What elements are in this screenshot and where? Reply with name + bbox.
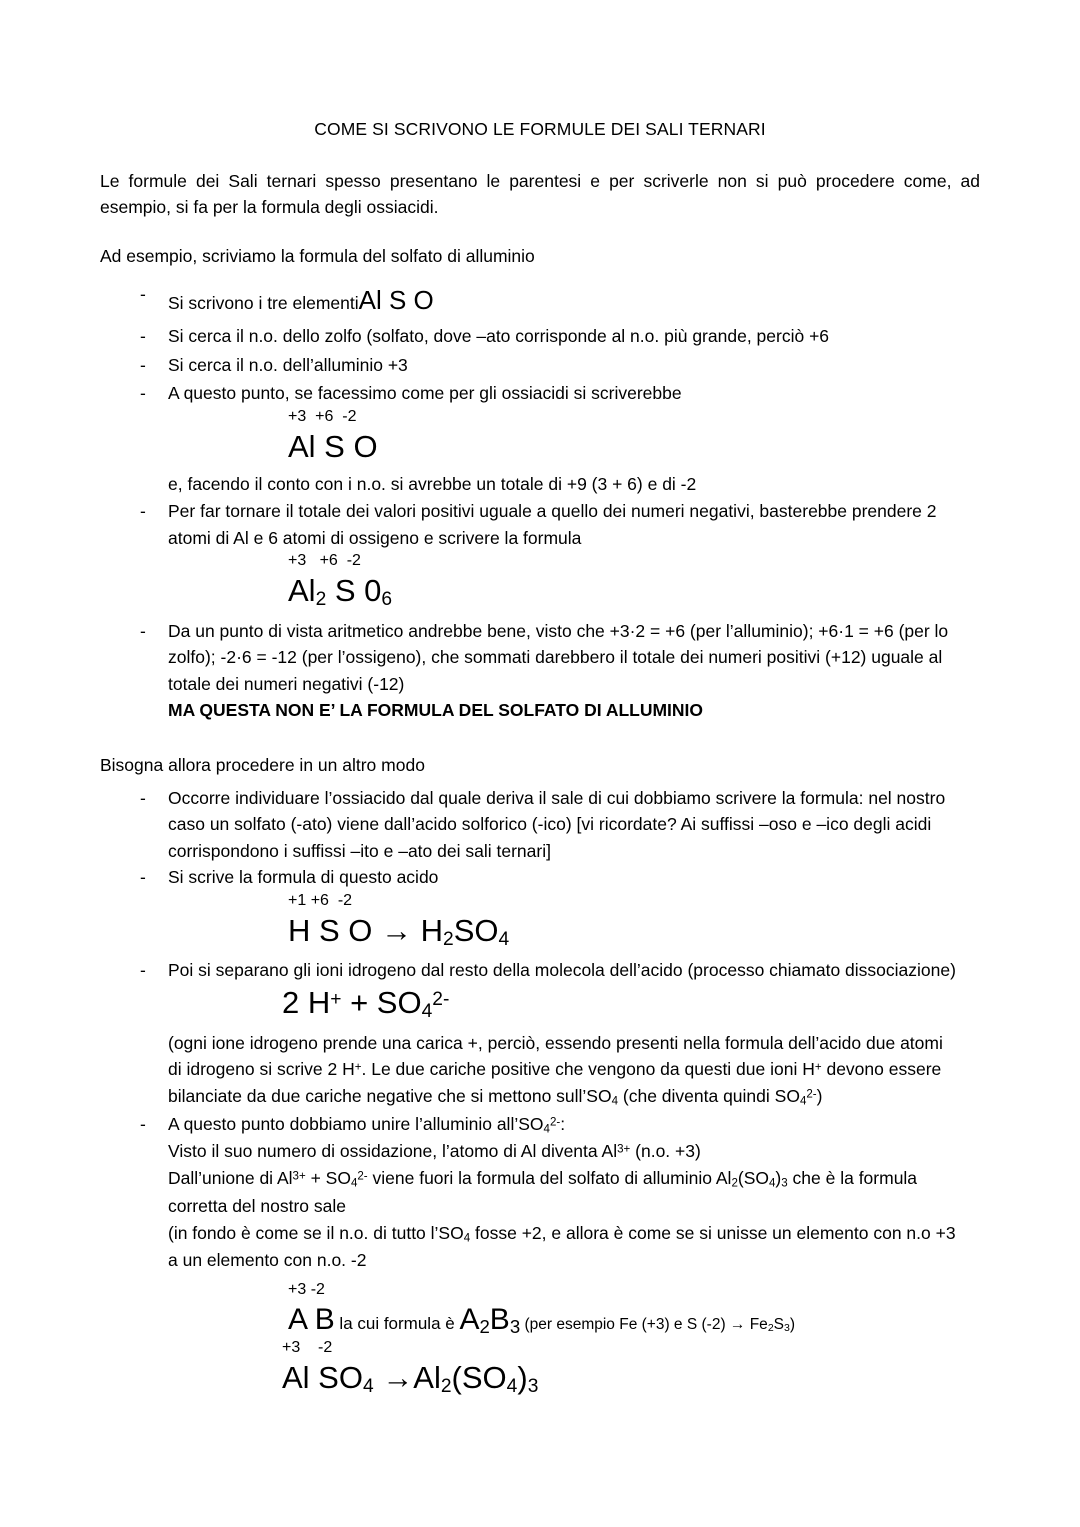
list-item-label: A questo punto, se facessimo come per gli ossiacidi si scriverebbe <box>168 383 682 404</box>
formula-subscript: 4 <box>463 1231 471 1244</box>
formula-subscript: 3 <box>527 1376 539 1398</box>
explanation-line-2 <box>168 1059 941 1079</box>
detail-line-4 <box>168 1223 956 1243</box>
after-formula-1-text: e, facendo il conto con i n.o. si avrebbe un totale di +9 (3 + 6) e di -2 <box>168 474 697 495</box>
formula-subscript: 2 <box>315 589 327 611</box>
bullet-dash: - <box>140 354 146 375</box>
formula-also4-to-al2so43 <box>282 1359 980 1399</box>
charge-superscript: 2- <box>357 1170 368 1183</box>
text-segment: ) <box>789 1315 796 1333</box>
text-segment: viene fuori la formula del solfato di alluminio Al <box>367 1168 732 1189</box>
text-segment: (SO <box>737 1168 769 1189</box>
bullet-list-dissociazione <box>100 957 980 984</box>
formula-segment: A <box>459 1302 480 1336</box>
formula-segment: Al <box>413 1360 441 1396</box>
so4-ion <box>800 1086 817 1106</box>
formula-segment: Al SO <box>282 1360 363 1396</box>
formula-subscript: 3 <box>781 1177 788 1190</box>
list-item-label: Per far tornare il totale dei valori positivi uguale a quello dei numeri negativi, basterebbe prendere 2 atomi di Al e 6 atomi di ossigeno e scrivere la formula <box>168 500 937 548</box>
bullet-dash: - <box>140 620 146 641</box>
formula-subscript: 4 <box>362 1376 374 1398</box>
list-item <box>100 352 980 379</box>
bullet-list-arithmetic <box>100 618 980 698</box>
charge-superscript: 2- <box>549 1116 561 1129</box>
list-item-label: Da un punto di vista aritmetico andrebbe bene, visto che +3·2 = +6 (per l’alluminio); +6·1 = +6 (per lo zolfo); -2·6 = -12 (per l’ossigeno), che sommati darebbero il totale dei numeri positivi (+12) uguale al totale dei numeri negativi (-12) <box>168 620 949 694</box>
formula-subscript: 2 <box>479 1315 490 1337</box>
formula-segment: S 0 <box>326 572 382 608</box>
charge-superscript: 2- <box>806 1088 817 1101</box>
formula-subscript: 4 <box>350 1177 358 1190</box>
section2-lead-paragraph: Bisogna allora procedere in un altro modo <box>100 754 425 775</box>
bullet-dash: - <box>140 500 146 521</box>
text-segment: Visto il suo numero di ossidazione, l’atomo di Al diventa Al <box>168 1141 618 1162</box>
bullet-dash: - <box>140 787 146 808</box>
text-segment: che è la formula <box>787 1168 918 1189</box>
spacer <box>100 227 980 243</box>
text-segment: ) <box>816 1085 823 1106</box>
formula-subscript: 4 <box>498 928 510 950</box>
formula-segment: (SO <box>451 1360 507 1396</box>
list-item <box>100 281 980 321</box>
formula-block-2 <box>100 551 980 611</box>
list-item <box>100 864 980 891</box>
formula-segment: SO <box>453 912 499 948</box>
formula-segment: B <box>489 1302 510 1336</box>
example-text <box>520 1316 795 1333</box>
text-segment: di idrogeno si scrive 2 H <box>168 1059 355 1080</box>
bullet-dash: - <box>140 284 146 305</box>
list-item <box>100 957 980 984</box>
charge-superscript: + <box>814 1061 822 1074</box>
detail-line-3: corretta del nostro sale <box>168 1195 347 1216</box>
list-item <box>100 323 980 350</box>
list-item-label: Occorre individuare l’ossiacido dal quale deriva il sale di cui dobbiamo scrivere la formula: nel nostro caso un solfato (-ato) viene dall’acido solforico (-ico) [vi ricordate? Ai suffissi –oso e –ico degli acidi corrispondono i suffissi –ito e –ato dei sali ternari] <box>168 787 946 861</box>
formula-subscript: 6 <box>381 589 393 611</box>
formula-subscript: 3 <box>784 1321 790 1334</box>
oxidation-numbers-row: +3 +6 -2 <box>288 552 361 570</box>
list-item-label <box>168 1114 565 1134</box>
text-segment: A questo punto dobbiamo unire l’alluminio all’SO <box>168 1113 544 1134</box>
formula-hso-to-h2so4 <box>288 912 980 952</box>
so4-ion <box>351 1168 368 1188</box>
list-item-label: Si scrive la formula di questo acido <box>168 867 439 888</box>
bullet-list-part2 <box>100 785 980 891</box>
formula-block-4 <box>100 984 980 1024</box>
text-segment: + SO <box>305 1168 351 1189</box>
text-segment: S <box>773 1315 785 1333</box>
document-content <box>100 118 980 1399</box>
detail-lines <box>100 1138 980 1273</box>
formula-al2-s-o6 <box>288 572 980 612</box>
oxidation-numbers-row: +1 +6 -2 <box>288 891 353 909</box>
text-segment: (in fondo è come se il n.o. di tutto l’SO <box>168 1222 464 1243</box>
formula-a-b: A B <box>288 1302 335 1336</box>
text-segment: devono essere <box>821 1059 942 1080</box>
formula-al-s-o: Al S O <box>288 428 378 464</box>
formula-block-3 <box>100 891 980 951</box>
text-segment: (n.o. +3) <box>630 1141 701 1162</box>
spacer <box>100 724 980 752</box>
bullet-list-unire <box>100 1111 980 1139</box>
formula-segment: H S O <box>288 912 382 948</box>
formula-subscript: 3 <box>509 1315 521 1337</box>
formula-subscript: 2 <box>440 1376 452 1398</box>
oxidation-numbers-row: +3 -2 <box>282 1339 333 1357</box>
formula-block-5-ox <box>100 1280 980 1301</box>
formula-subscript: 2 <box>731 1177 738 1190</box>
list-item-label: Si cerca il n.o. dello zolfo (solfato, dove –ato corrisponde al n.o. più grande, perciò +6 <box>168 325 830 346</box>
formula-subscript: 2 <box>767 1321 774 1334</box>
text-segment: . Le due cariche positive che vengono da questi due ioni H <box>361 1059 815 1080</box>
bullet-dash: - <box>140 325 146 346</box>
inline-formula-al-s-o: Al S O <box>358 285 434 316</box>
arrow-icon: → <box>381 912 413 948</box>
charge-superscript: 3+ <box>617 1143 631 1156</box>
formula-subscript: 2 <box>443 928 454 950</box>
intro-paragraph: Le formule dei Sali ternari spesso presentano le parentesi e per scriverle non si può procedere come, ad esempio, si fa per la formula degli ossiacidi. <box>100 170 980 218</box>
connector-text: la cui formula è <box>334 1313 460 1333</box>
oxidation-numbers-row: +3 -2 <box>288 1280 325 1298</box>
formula-block-6 <box>100 1338 980 1398</box>
text-segment: : <box>560 1113 566 1134</box>
formula-segment: H <box>412 912 444 948</box>
bullet-dash: - <box>140 867 146 888</box>
formula-block-1 <box>100 407 980 466</box>
explanation-line-1: (ogni ione idrogeno prende una carica +, perciò, essendo presenti nella formula dell’acido due atomi <box>168 1032 943 1053</box>
formula-segment: + SO <box>341 984 422 1020</box>
page-title: COME SI SCRIVONO LE FORMULE DEI SALI TERNARI <box>314 119 766 139</box>
list-item <box>100 498 980 551</box>
list-item-label: Si scrivono i tre elementi <box>168 293 359 314</box>
text-segment: Dall’unione di Al <box>168 1168 293 1189</box>
formula-superscript: + <box>330 988 342 1010</box>
list-item <box>100 1111 980 1139</box>
text-segment: (per esempio Fe (+3) e S (-2) → Fe <box>520 1315 768 1333</box>
list-item <box>100 785 980 865</box>
text-segment: ) <box>775 1168 782 1189</box>
bullet-list-balance <box>100 498 980 551</box>
bullet-dash: - <box>140 960 146 981</box>
formula-segment: 2 H <box>282 984 331 1020</box>
detail-line-5: a un elemento con n.o. -2 <box>168 1250 367 1271</box>
formula-segment: ) <box>517 1360 528 1396</box>
text-segment: bilanciate da due cariche negative che si mettono sull’SO <box>168 1085 612 1106</box>
example-lead-paragraph: Ad esempio, scriviamo la formula del solfato di alluminio <box>100 245 535 266</box>
formula-subscript: 4 <box>421 1001 433 1023</box>
bullet-list-part1 <box>100 281 980 406</box>
explanation-line-3 <box>168 1086 822 1106</box>
charge-superscript: 3+ <box>292 1170 306 1183</box>
list-item-label: Si cerca il n.o. dell’alluminio +3 <box>168 354 408 375</box>
formula-subscript: 4 <box>543 1122 550 1135</box>
text-segment: (che diventa quindi SO <box>618 1085 800 1106</box>
bullet-dash: - <box>140 383 146 404</box>
oxidation-numbers-row: +3 +6 -2 <box>288 407 357 425</box>
formula-subscript: 4 <box>769 1177 776 1190</box>
explanation-paragraph <box>100 1030 980 1111</box>
text-segment: fosse +2, e allora è come se si unisse un elemento con n.o +3 <box>470 1222 956 1243</box>
detail-line-1 <box>168 1141 701 1161</box>
emphasis-line: MA QUESTA NON E’ LA FORMULA DEL SOLFATO DI ALLUMINIO <box>168 700 704 721</box>
formula-subscript: 4 <box>506 1376 518 1398</box>
formula-subscript: 4 <box>611 1095 619 1108</box>
list-item-label: Poi si separano gli ioni idrogeno dal resto della molecola dell’acido (processo chiamato dissociazione) <box>168 960 956 981</box>
list-item <box>100 380 980 407</box>
list-item <box>100 618 980 698</box>
charge-superscript: + <box>354 1061 362 1074</box>
detail-line-2 <box>168 1168 917 1188</box>
arrow-icon: → <box>373 1360 414 1396</box>
formula-superscript: 2- <box>432 988 450 1010</box>
formula-subscript: 4 <box>799 1095 807 1108</box>
formula-segment: Al <box>288 572 316 608</box>
formula-block-5 <box>100 1301 980 1339</box>
formula-a2b3 <box>459 1303 520 1336</box>
formula-2h-plus-so4 <box>282 984 980 1024</box>
bullet-dash: - <box>140 1113 146 1134</box>
